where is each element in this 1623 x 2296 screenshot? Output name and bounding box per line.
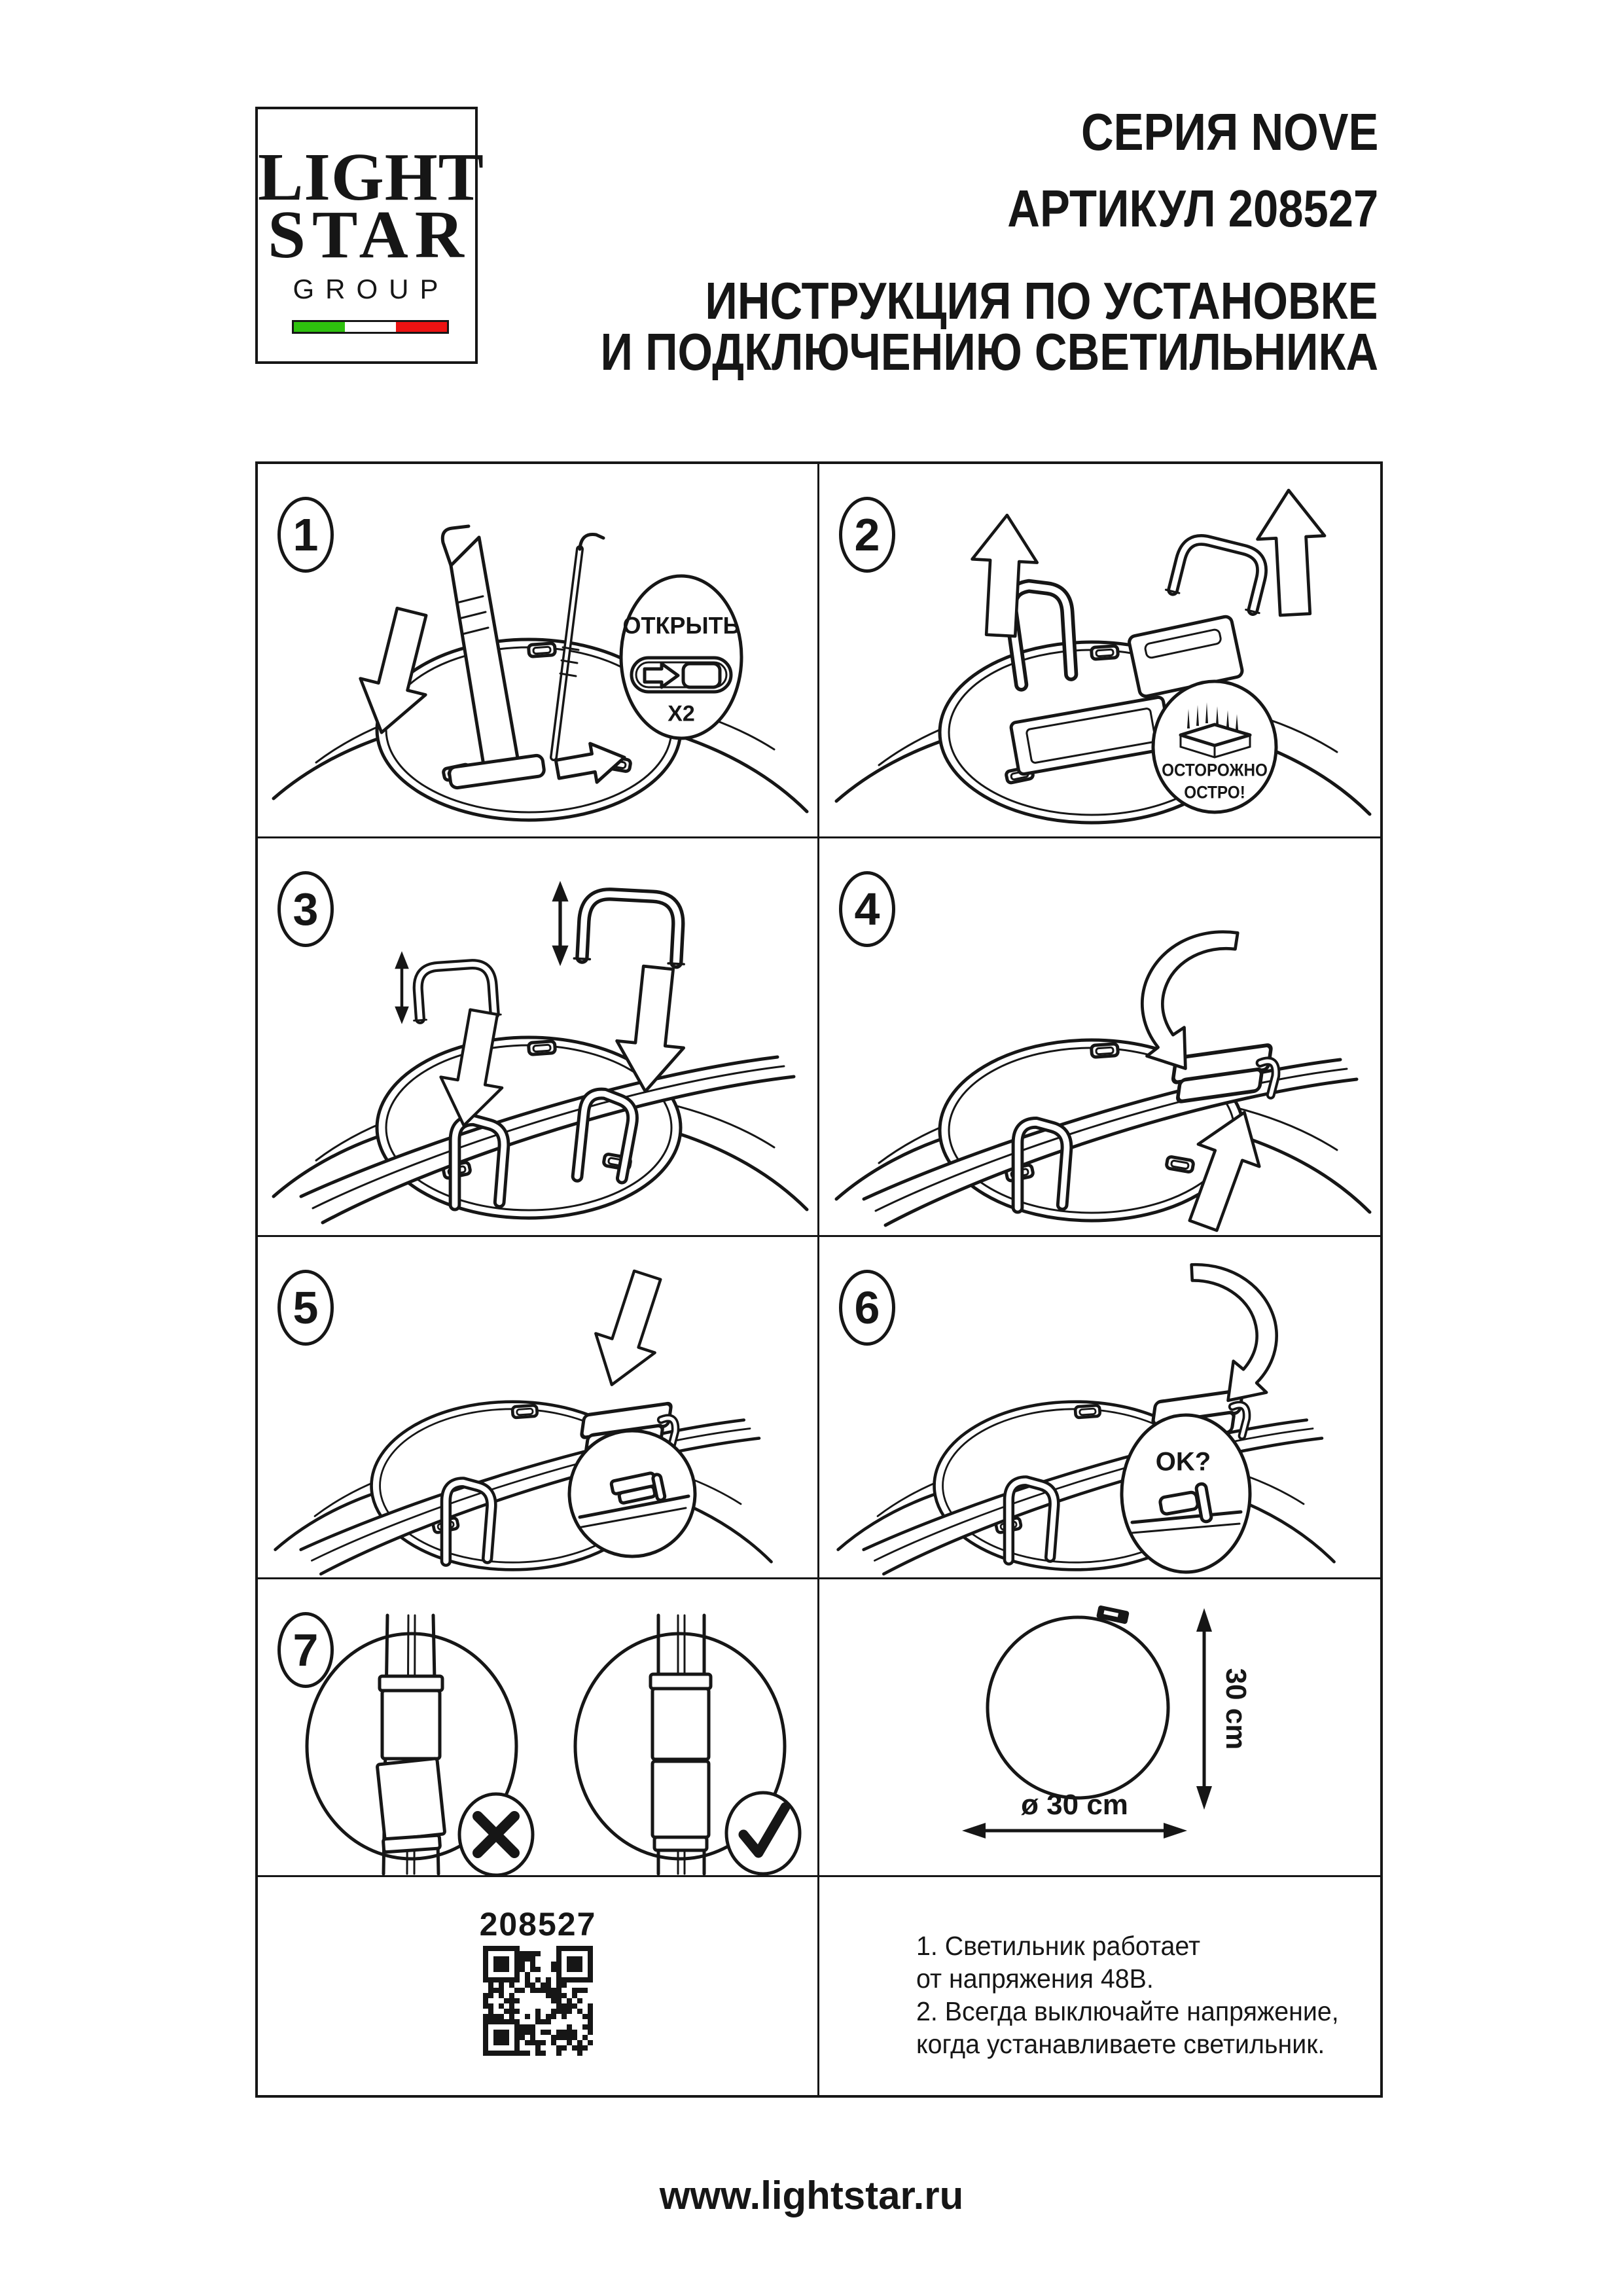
cross-badge bbox=[459, 1794, 533, 1875]
height-arrow-icon bbox=[1196, 1608, 1212, 1810]
step-6-panel bbox=[819, 1237, 1380, 1579]
correct-example bbox=[575, 1615, 800, 1874]
qr-code bbox=[483, 1946, 593, 2056]
notes-panel bbox=[819, 1877, 1380, 2095]
magnifier-detail bbox=[569, 1431, 695, 1556]
ok-balloon bbox=[1122, 1415, 1250, 1572]
qr-article-number: 208527 bbox=[479, 1906, 597, 1943]
up-down-arrow-icon bbox=[395, 951, 409, 1024]
up-arrow-icon bbox=[1255, 488, 1329, 616]
lightstar-logo bbox=[255, 107, 484, 364]
step-5-panel bbox=[258, 1237, 819, 1579]
clip-icon bbox=[574, 893, 687, 964]
step-2-illustration bbox=[819, 464, 1380, 836]
note-line: от напряжения 48В. bbox=[916, 1964, 1154, 1994]
diameter-dimension-label: ø 30 cm bbox=[1021, 1789, 1128, 1821]
step-4-illustration bbox=[819, 838, 1380, 1235]
open-label: ОТКРЫТЬ bbox=[622, 612, 740, 639]
step-7-panel bbox=[258, 1579, 819, 1877]
step-4-panel bbox=[819, 838, 1380, 1237]
check-badge bbox=[726, 1793, 800, 1874]
step-5-illustration bbox=[258, 1237, 817, 1577]
dimensions-panel bbox=[819, 1579, 1380, 1877]
step-2-panel bbox=[819, 464, 1380, 838]
diameter-arrow-icon bbox=[962, 1823, 1187, 1839]
dimensions-illustration bbox=[819, 1579, 1380, 1875]
step-6-number: 6 bbox=[839, 1270, 895, 1346]
step-3-illustration bbox=[258, 838, 817, 1235]
notes-text bbox=[916, 1929, 1339, 2060]
step-7-illustration bbox=[258, 1579, 817, 1875]
step-6-illustration bbox=[819, 1237, 1380, 1577]
height-dimension-label: 30 cm bbox=[1220, 1668, 1252, 1750]
note-line: 1. Светильник работает bbox=[916, 1931, 1201, 1961]
curved-arrow-icon bbox=[1142, 932, 1238, 1069]
article-title: АРТИКУЛ 208527 bbox=[1007, 179, 1378, 238]
step-3-number: 3 bbox=[277, 871, 334, 947]
wrong-example bbox=[307, 1615, 533, 1875]
instruction-title-line2: И ПОДКЛЮЧЕНИЮ СВЕТИЛЬНИКА bbox=[600, 323, 1378, 381]
website-url: www.lightstar.ru bbox=[659, 2174, 964, 2217]
step-5-number: 5 bbox=[277, 1270, 334, 1346]
sharp-label-line2: ОСТРО! bbox=[1184, 782, 1245, 802]
ok-label: OK? bbox=[1155, 1447, 1211, 1477]
sharp-label-line1: ОСТОРОЖНО bbox=[1162, 760, 1268, 780]
open-times-label: X2 bbox=[668, 701, 695, 726]
step-1-number: 1 bbox=[277, 497, 334, 573]
flag-green bbox=[294, 322, 345, 332]
logo-word-group: GROUP bbox=[293, 274, 450, 304]
step-3-panel bbox=[258, 838, 819, 1237]
steps-grid bbox=[255, 461, 1383, 2098]
wire-handle-icon bbox=[1166, 533, 1274, 613]
step-4-number: 4 bbox=[839, 871, 895, 947]
down-arrow-icon bbox=[582, 1266, 677, 1395]
step-2-number: 2 bbox=[839, 497, 895, 573]
up-down-arrow-icon bbox=[552, 881, 568, 966]
step-7-number: 7 bbox=[277, 1612, 334, 1688]
flag-white bbox=[345, 322, 396, 332]
qr-panel bbox=[258, 1877, 819, 2095]
italian-flag-icon bbox=[292, 320, 449, 334]
logo-word-light: LIGHT bbox=[258, 139, 484, 215]
note-line: когда устанавливаете светильник. bbox=[916, 2029, 1325, 2059]
curved-arrow-icon bbox=[1178, 1264, 1284, 1405]
logo-word-star: STAR bbox=[268, 197, 471, 272]
instruction-title-line1: ИНСТРУКЦИЯ ПО УСТАНОВКЕ bbox=[705, 272, 1378, 330]
series-title: СЕРИЯ NOVE bbox=[1080, 103, 1378, 161]
up-arrow-icon bbox=[969, 514, 1040, 637]
open-slider-icon bbox=[632, 658, 731, 692]
step-1-panel bbox=[258, 464, 819, 838]
note-line: 2. Всегда выключайте напряжение, bbox=[916, 1996, 1339, 2026]
step-1-illustration bbox=[258, 464, 817, 836]
flag-red bbox=[396, 322, 447, 332]
